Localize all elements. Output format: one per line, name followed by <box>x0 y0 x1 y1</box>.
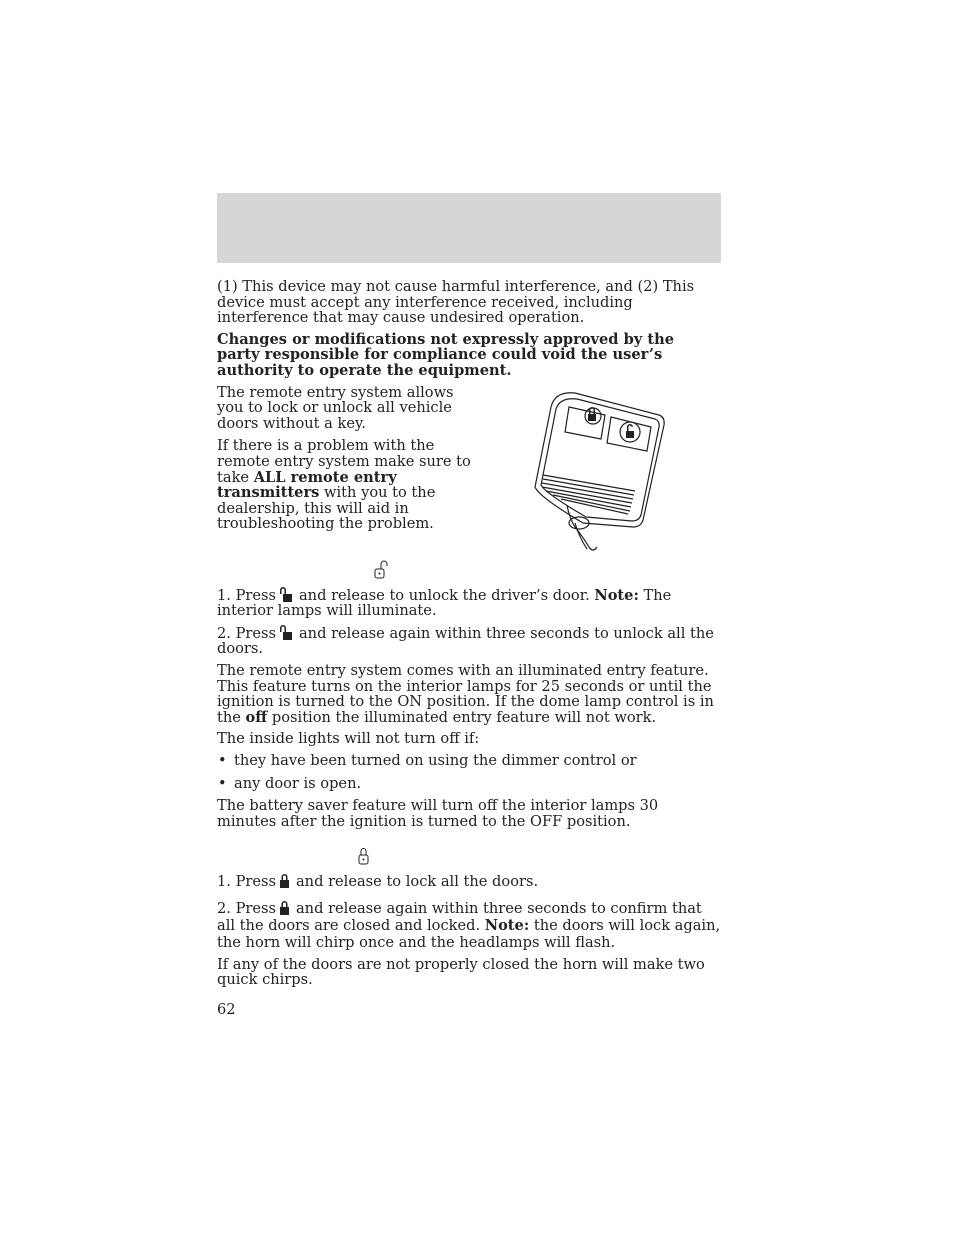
lock-step-2: 2. Press and release again within three seconds to confirm that all the doors are closed and locked. Note: the doors will lock again, the horn will chirp once and the headlamps will flash. <box>217 899 721 951</box>
unlock-step-2: 2. Press and release again within three seconds to unlock all the doors. <box>217 624 714 658</box>
page-content <box>217 279 721 1024</box>
list-item: • they have been turned on using the dimmer control or <box>218 751 637 769</box>
section-header-band <box>217 193 721 263</box>
page-number: 62 <box>217 1001 236 1019</box>
inside-lights-lead: The inside lights will not turn off if: <box>217 730 480 748</box>
list-item: • any door is open. <box>218 774 362 792</box>
intro-paragraph: The remote entry system allows you to lock or unlock all vehicle doors without a key. <box>217 383 454 432</box>
lock-button-icon <box>279 873 290 889</box>
unlock-section-icon-row <box>217 563 721 587</box>
bullet-icon: • <box>218 751 227 769</box>
unlock-step-1: 1. Press and release to unlock the driver’s door. Note: The interior lamps will illuminate. <box>217 586 672 620</box>
unlock-button-icon <box>279 587 293 603</box>
lock-section-icon-row <box>217 849 721 873</box>
lock-icon <box>357 846 371 866</box>
transmitter-paragraph: If there is a problem with the remote entry system make sure to take ALL remote entry transmitters with you to the dealership, this will aid in troubleshooting the problem. <box>217 437 471 533</box>
unlock-icon <box>374 560 388 580</box>
fcc-notice-paragraph: (1) This device may not cause harmful interference, and (2) This device must accept any interference received, including interference that may cause undesired operation. <box>217 278 695 327</box>
modification-warning: Changes or modifications not expressly approved by the party responsible for compliance could void the user’s authority to operate the equipment. <box>217 330 674 379</box>
illuminated-entry-paragraph: The remote entry system comes with an illuminated entry feature. This feature turns on the interior lamps for 25 seconds or until the ignition is turned to the ON position. If the dome lamp control is in the off position the illuminated entry feature will not work. <box>217 661 714 726</box>
intro-section <box>217 385 721 553</box>
lock-button-icon <box>279 900 290 916</box>
bullet-icon: • <box>218 774 227 792</box>
battery-saver-paragraph: The battery saver feature will turn off the interior lamps 30 minutes after the ignition is turned to the OFF position. <box>217 797 659 830</box>
remote-key-fob-illustration <box>531 387 667 555</box>
lock-step-1: 1. Press and release to lock all the doors. <box>217 873 539 891</box>
horn-chirp-paragraph: If any of the doors are not properly closed the horn will make two quick chirps. <box>217 955 705 989</box>
unlock-button-icon <box>279 625 293 641</box>
